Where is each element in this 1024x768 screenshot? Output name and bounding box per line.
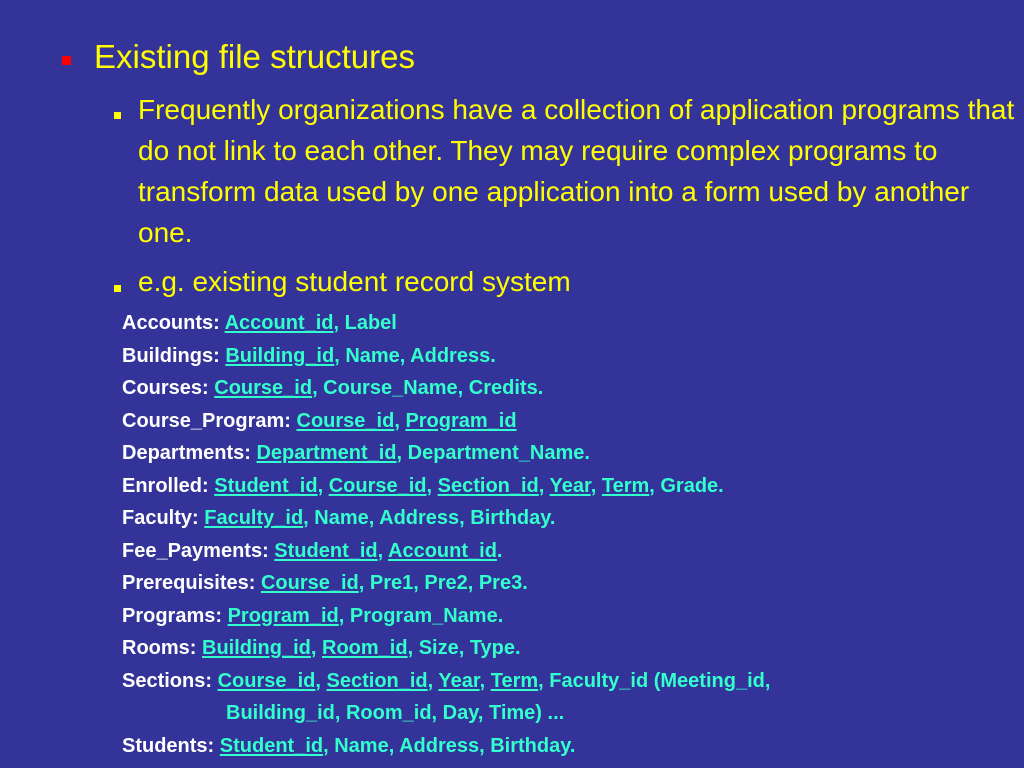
- key-separator: ,: [317, 474, 329, 497]
- field-list: , Name, Address.: [334, 344, 496, 367]
- primary-key-field: Course_id: [214, 377, 313, 399]
- primary-key-field: Program_id: [227, 604, 339, 627]
- field-list: , Program_Name.: [338, 604, 504, 627]
- schema-row: [122, 502, 1012, 535]
- table-name: Prerequisites:: [122, 572, 261, 594]
- key-separator: ,: [538, 474, 550, 497]
- sub-bullet-icon: [114, 112, 121, 119]
- primary-key-field: Section_id: [326, 669, 428, 692]
- sub-bullet-icon: [114, 285, 121, 292]
- primary-key-field: Student_id: [219, 734, 324, 757]
- primary-key-field: Building_id: [225, 344, 335, 367]
- primary-key-field: Term: [601, 474, 650, 497]
- primary-key-field: Student_id: [274, 539, 378, 562]
- slide-heading: Existing file structures: [94, 38, 415, 75]
- key-separator: ,: [310, 637, 323, 659]
- table-name: Accounts:: [122, 312, 225, 334]
- primary-key-field: Student_id: [214, 474, 318, 497]
- field-list: , Name, Address, Birthday.: [303, 507, 556, 529]
- primary-key-field: Course_id: [260, 572, 359, 594]
- key-separator: ,: [479, 669, 491, 692]
- primary-key-field: Program_id: [405, 409, 517, 432]
- schema-list: [122, 307, 1012, 762]
- key-separator: ,: [315, 669, 327, 692]
- primary-key-field: Department_id: [256, 442, 397, 464]
- field-list: , Faculty_id (Meeting_id,: [538, 669, 771, 692]
- field-list: , Grade.: [649, 474, 724, 497]
- key-separator: ,: [426, 474, 438, 497]
- primary-key-field: Term: [490, 669, 539, 692]
- table-name: Students:: [122, 734, 220, 757]
- schema-row: [122, 340, 1012, 373]
- field-list: , Size, Type.: [407, 637, 521, 659]
- field-list: , Course_Name, Credits.: [312, 377, 544, 399]
- table-name: Fee_Payments:: [122, 539, 275, 562]
- primary-key-field: Room_id: [322, 637, 408, 659]
- schema-row: [122, 665, 1012, 698]
- primary-key-field: Course_id: [217, 669, 316, 692]
- schema-row: [122, 600, 1012, 633]
- key-separator: ,: [427, 669, 439, 692]
- table-name: Departments:: [122, 442, 257, 464]
- key-separator: ,: [590, 474, 602, 497]
- table-name: Enrolled:: [122, 474, 215, 497]
- field-list-continuation: Building_id, Room_id, Day, Time) ...: [226, 702, 565, 724]
- schema-row: [122, 307, 1012, 340]
- primary-key-field: Course_id: [296, 409, 395, 432]
- table-name: Programs:: [122, 604, 228, 627]
- primary-key-field: Account_id: [224, 312, 334, 334]
- table-name: Buildings:: [122, 344, 226, 367]
- schema-row: [122, 405, 1012, 438]
- sub-bullet-text: e.g. existing student record system: [138, 266, 571, 297]
- field-list: , Pre1, Pre2, Pre3.: [358, 572, 528, 594]
- sub-bullet-text: Frequently organizations have a collection of application programs that do not link to each other. They may require complex programs to transform data used by one application into a form used by another one.: [138, 94, 1015, 248]
- table-name: Courses:: [122, 377, 215, 399]
- primary-key-field: Building_id: [202, 637, 311, 659]
- schema-row: [122, 372, 1012, 405]
- primary-key-field: Account_id: [388, 539, 497, 562]
- schema-row: [122, 535, 1012, 568]
- schema-row: [122, 730, 1012, 763]
- schema-row: [122, 632, 1012, 665]
- primary-key-field: Year: [549, 474, 591, 497]
- key-separator: ,: [394, 409, 406, 432]
- schema-row: [122, 567, 1012, 600]
- heading-bullet-icon: [62, 56, 71, 65]
- table-name: Faculty:: [122, 507, 205, 529]
- field-list: , Name, Address, Birthday.: [323, 734, 576, 757]
- table-name: Sections:: [122, 669, 218, 692]
- schema-row: [122, 470, 1012, 503]
- primary-key-field: Year: [438, 669, 480, 692]
- schema-row: [122, 437, 1012, 470]
- primary-key-field: Section_id: [437, 474, 539, 497]
- field-list: .: [496, 539, 503, 562]
- key-separator: ,: [377, 539, 389, 562]
- primary-key-field: Faculty_id: [204, 507, 304, 529]
- table-name: Rooms:: [122, 637, 202, 659]
- table-name: Course_Program:: [122, 409, 297, 432]
- primary-key-field: Course_id: [328, 474, 427, 497]
- field-list: , Department_Name.: [396, 442, 590, 464]
- field-list: , Label: [333, 312, 397, 334]
